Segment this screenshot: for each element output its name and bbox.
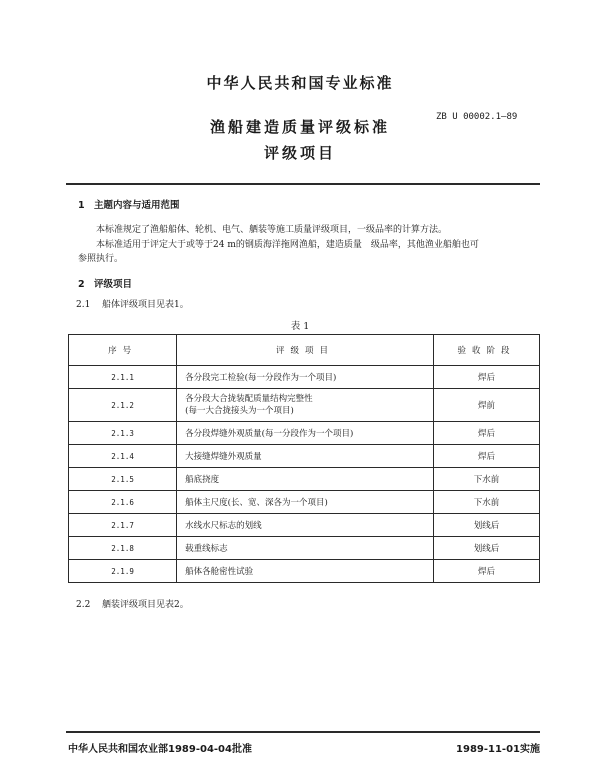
effective-date: 1989-11-01实施 — [456, 744, 540, 755]
section-1-title: 主题内容与适用范围 — [94, 200, 180, 211]
row-no: 2.1.8 — [69, 537, 177, 560]
table-row — [69, 422, 540, 445]
subsection-2-2 — [76, 598, 189, 612]
row-no: 2.1.2 — [69, 389, 177, 422]
subsection-2-2-text: 舾装评级项目见表2。 — [102, 600, 189, 610]
row-item: 水线水尺标志的划线 — [177, 514, 434, 537]
section-1-para-2-line-2: 参照执行。 — [78, 254, 124, 264]
row-item: 船体主尺度(长、宽、深各为一个项目) — [177, 491, 434, 514]
row-item: 大接缝焊缝外观质量 — [177, 445, 434, 468]
table-row — [69, 445, 540, 468]
row-item: 船底挠度 — [177, 468, 434, 491]
subsection-2-2-number: 2.2 — [76, 600, 91, 610]
row-no: 2.1.7 — [69, 514, 177, 537]
header-item: 评级项目 — [177, 335, 434, 366]
row-item: 载重线标志 — [177, 537, 434, 560]
document-subtitle: 评级项目 — [263, 144, 336, 162]
row-stage: 下水前 — [433, 468, 539, 491]
row-no: 2.1.6 — [69, 491, 177, 514]
section-2-title: 评级项目 — [94, 279, 133, 290]
approval-text: 中华人民共和国农业部1989-04-04批准 — [68, 744, 252, 755]
table-row — [69, 537, 540, 560]
table-header-row — [69, 335, 540, 366]
row-no: 2.1.1 — [69, 366, 177, 389]
section-1-heading — [78, 197, 180, 211]
document-title: 渔船建造质量评级标准 — [209, 118, 390, 136]
section-1-para-2-line-1: 本标准适用于评定大于或等于24 m的钢质海洋拖网渔船，建造质量 级品率，其他渔业船舶也可 — [96, 240, 479, 250]
section-1-number: 1 — [78, 200, 85, 211]
table-row — [69, 366, 540, 389]
table-row — [69, 514, 540, 537]
row-item: 各分段完工检验(每一分段作为一个项目) — [177, 366, 434, 389]
row-no: 2.1.3 — [69, 422, 177, 445]
footer-divider — [66, 731, 540, 733]
row-item — [177, 389, 434, 422]
row-stage: 焊前 — [433, 389, 539, 422]
row-stage: 焊后 — [433, 422, 539, 445]
row-stage: 划线后 — [433, 514, 539, 537]
row-no: 2.1.4 — [69, 445, 177, 468]
section-2-number: 2 — [78, 279, 85, 290]
row-stage: 焊后 — [433, 366, 539, 389]
standard-code: ZB U 00002.1—89 — [436, 112, 518, 122]
subsection-2-1-text: 船体评级项目见表1。 — [102, 300, 189, 310]
subsection-2-1-number: 2.1 — [76, 300, 91, 310]
header-no: 序号 — [69, 335, 177, 366]
row-stage: 焊后 — [433, 445, 539, 468]
row-item: 船体各舱密性试验 — [177, 560, 434, 583]
row-item-line-2: (每一大合拢接头为一个项目) — [185, 406, 294, 416]
header-stage: 验收阶段 — [433, 335, 539, 366]
row-item: 各分段焊缝外观质量(每一分段作为一个项目) — [177, 422, 434, 445]
header-divider — [66, 183, 540, 185]
items-table — [68, 334, 540, 583]
subsection-2-1 — [76, 298, 189, 312]
row-item-line-1: 各分段大合拢装配质量结构完整性 — [185, 394, 313, 404]
section-2-heading — [78, 276, 132, 290]
table-caption: 表 1 — [290, 321, 310, 332]
table-row — [69, 491, 540, 514]
section-1-para-1: 本标准规定了渔船船体、轮机、电气、舾装等施工质量评级项目，一级品率的计算方法。 — [96, 225, 448, 235]
table-row — [69, 389, 540, 422]
table-row — [69, 468, 540, 491]
row-stage: 划线后 — [433, 537, 539, 560]
table-row — [69, 560, 540, 583]
row-stage: 焊后 — [433, 560, 539, 583]
row-stage: 下水前 — [433, 491, 539, 514]
row-no: 2.1.5 — [69, 468, 177, 491]
org-title: 中华人民共和国专业标准 — [206, 74, 394, 92]
row-no: 2.1.9 — [69, 560, 177, 583]
